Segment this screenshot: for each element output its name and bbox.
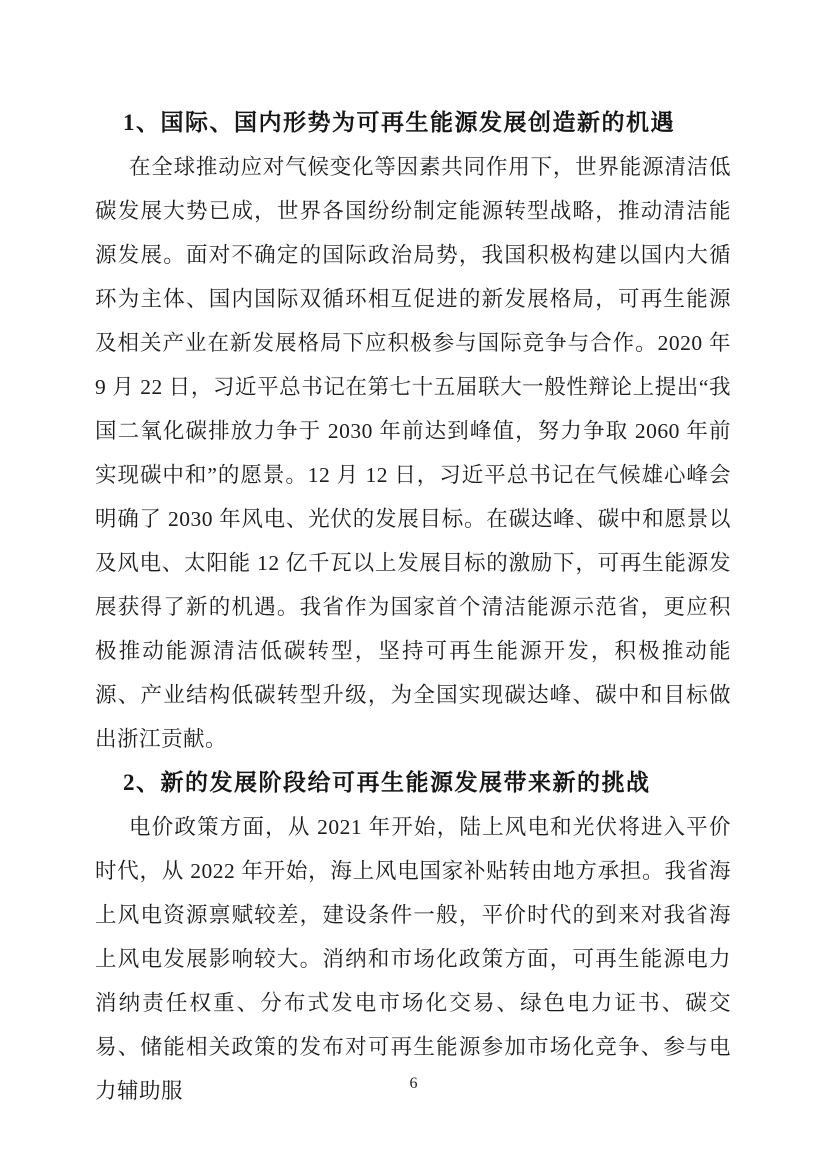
page-number: 6: [409, 1075, 418, 1092]
section-challenges: [95, 761, 731, 1113]
section-heading: 1、国际、国内形势为可再生能源发展创造新的机遇: [123, 110, 675, 135]
paragraph: 在全球推动应对气候变化等因素共同作用下，世界能源清洁低碳发展大势已成，世界各国纷纷制定能源转型战略，推动清洁能源发展。面对不确定的国际政治局势，我国积极构建以国内大循环为主体、国内国际双循环相互促进的新发展格局，可再生能源及相关产业在新发展格局下应积极参与国际竞争与合作。2020 年 9 月 22 日，习近平总书记在第七十五届联大一般性辩论上提出“我国二氧化碳排放力争于 2030 年前达到峰值，努力争取 2060 年前实现碳中和”的愿景。12 月 12 日，习近平总书记在气候雄心峰会明确了 2030 年风电、光伏的发展目标。在碳达峰、碳中和愿景以及风电、太阳能 12 亿千瓦以上发展目标的激励下，可再生能源发展获得了新的机遇。我省作为国家首个清洁能源示范省，更应积极推动能源清洁低碳转型，坚持可再生能源开发，积极推动能源、产业结构低碳转型升级，为全国实现碳达峰、碳中和目标做出浙江贡献。: [95, 155, 731, 751]
section-heading: 2、新的发展阶段给可再生能源发展带来新的挑战: [123, 770, 651, 795]
section-opportunities: [95, 101, 731, 761]
paragraph: 电价政策方面，从 2021 年开始，陆上风电和光伏将进入平价时代，从 2022 年开始，海上风电国家补贴转由地方承担。我省海上风电资源禀赋较差，建设条件一般，平价时代的到来对我省海上风电发展影响较大。消纳和市场化政策方面，可再生能源电力消纳责任权重、分布式发电市场化交易、绿色电力证书、碳交易、储能相关政策的发布对可再生能源参加市场化竞争、参与电力辅助服: [95, 815, 731, 1103]
page-content: [95, 101, 731, 1113]
